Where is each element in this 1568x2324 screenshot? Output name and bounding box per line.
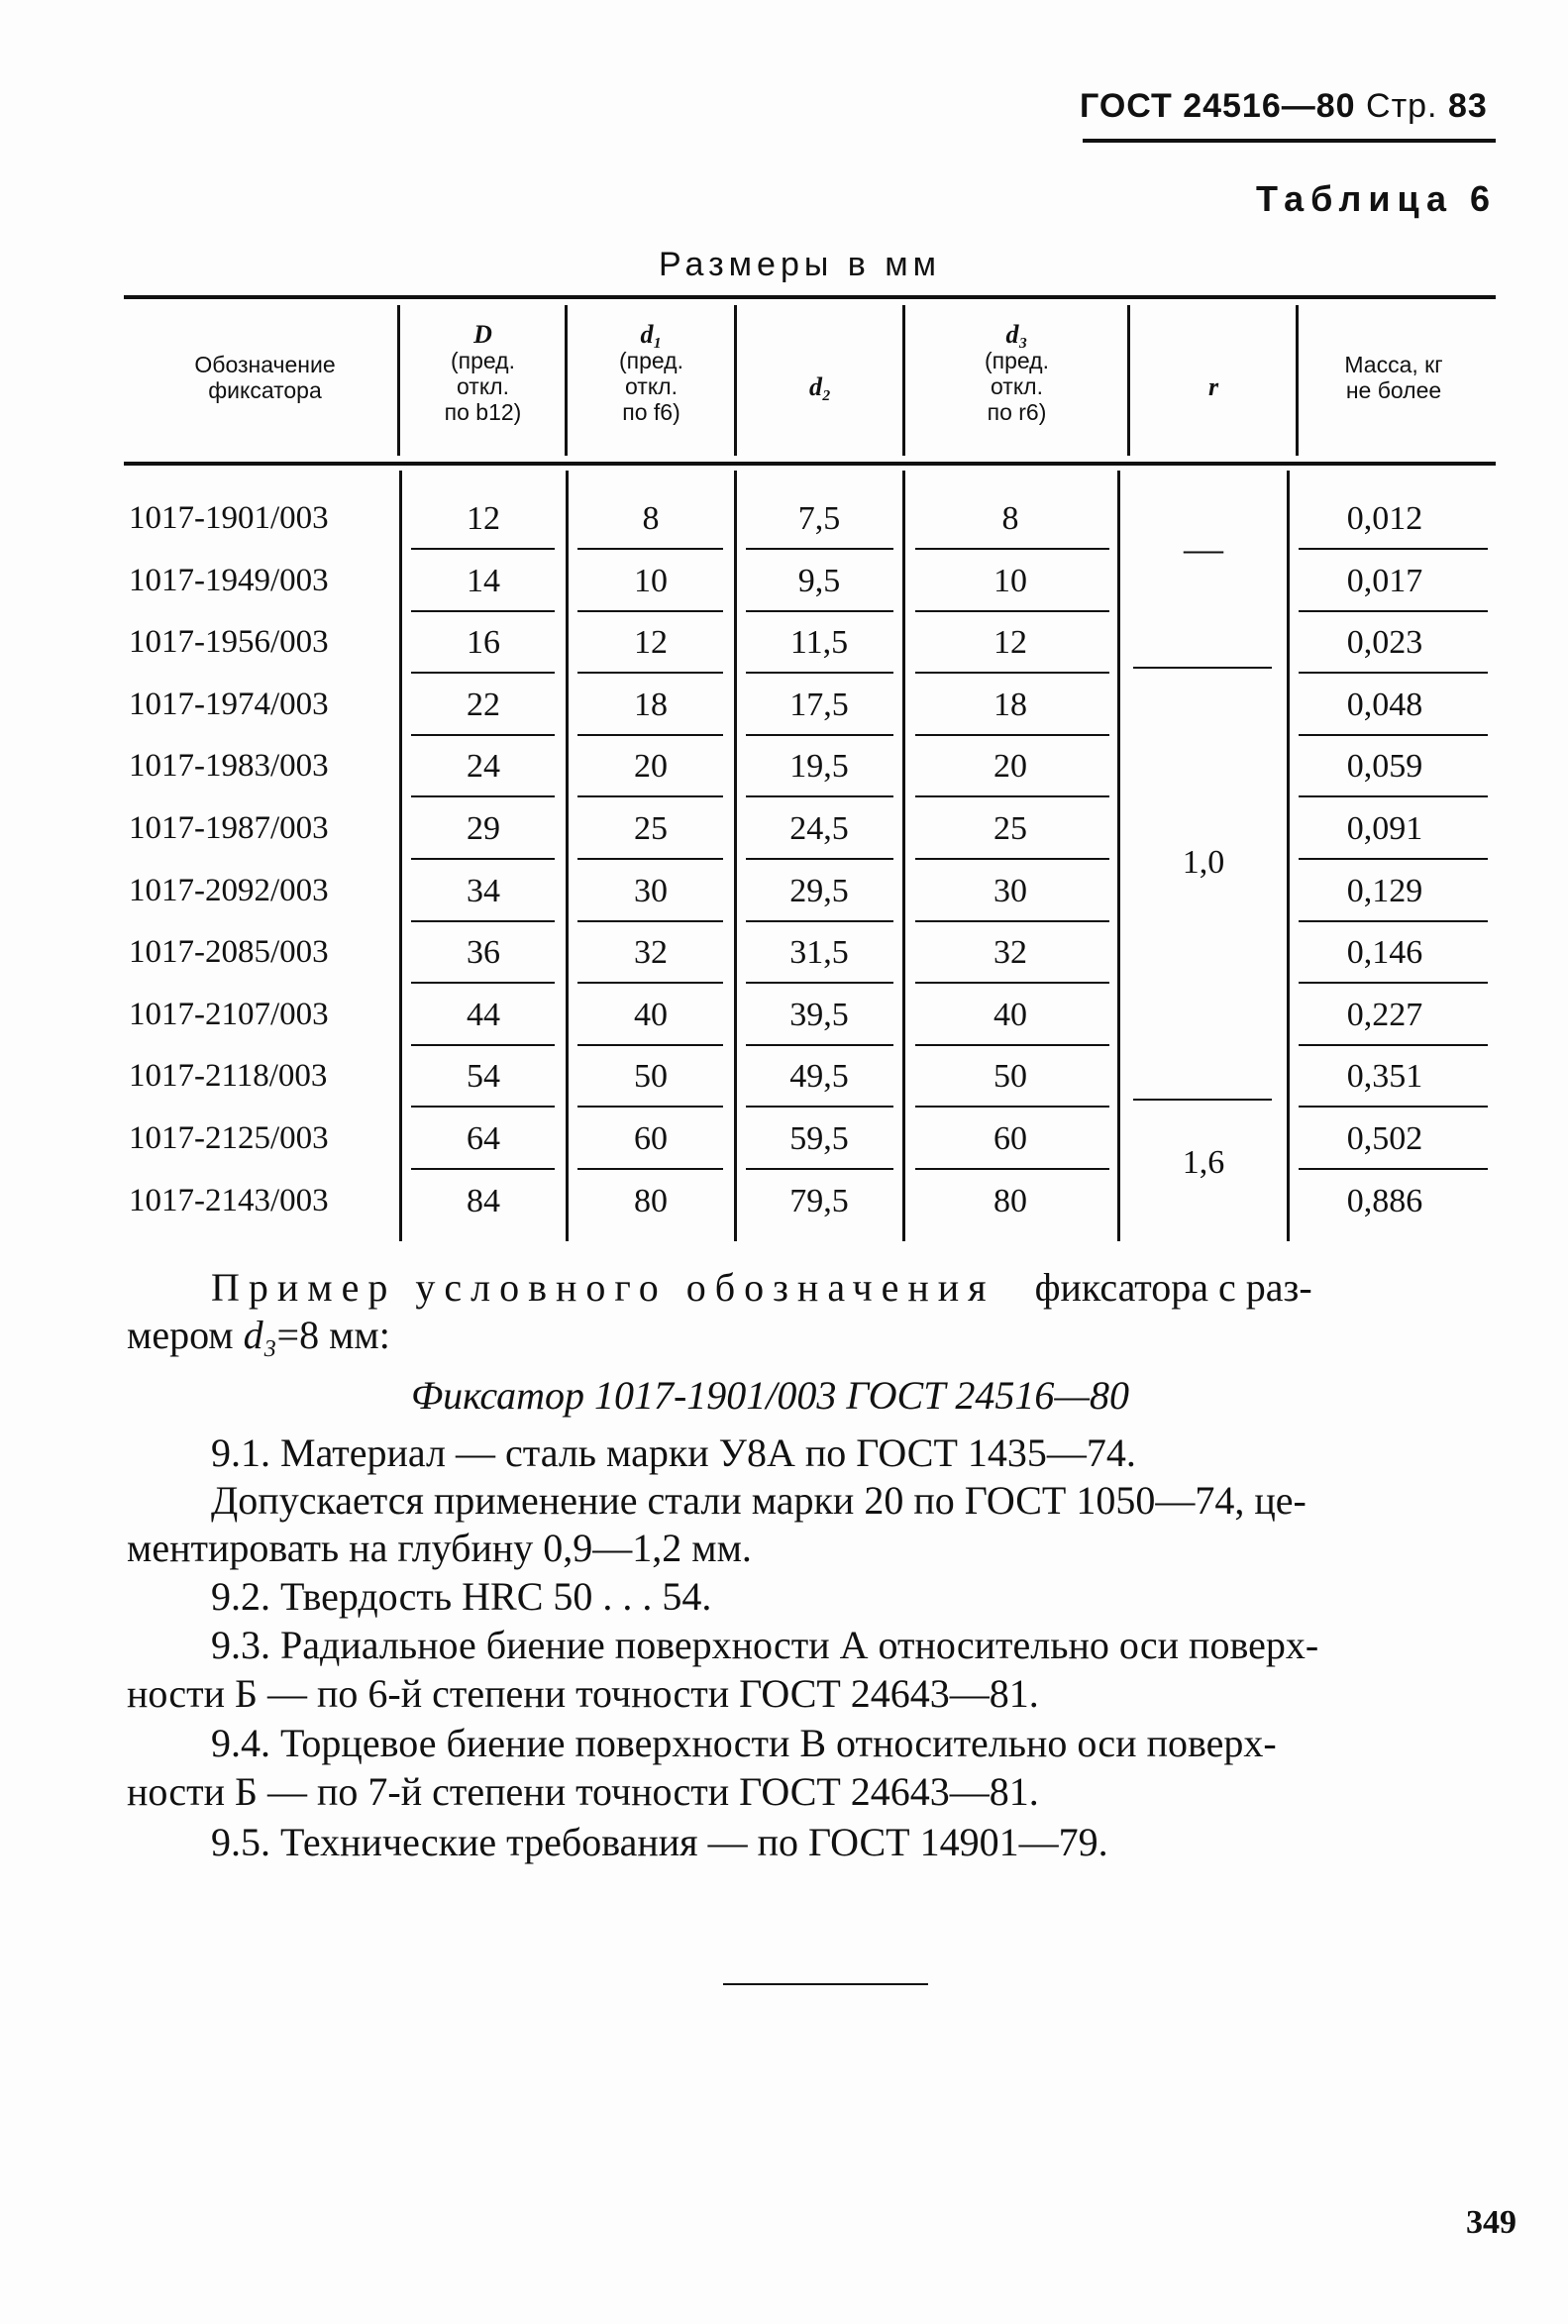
table-cell-designation: 1017-2092/003 bbox=[129, 873, 329, 908]
table-cell-d3: 12 bbox=[993, 624, 1027, 661]
table-cell-mass: 0,129 bbox=[1346, 873, 1423, 909]
table-cell-d3: 40 bbox=[993, 997, 1027, 1033]
page-number: 349 bbox=[1466, 2204, 1516, 2241]
clause-9-4-line-2: ности Б — по 7-й степени точности ГОСТ 24643—81. bbox=[127, 1769, 1039, 1814]
table-cell-d1: 12 bbox=[634, 624, 668, 661]
row-rule bbox=[411, 795, 555, 797]
row-rule bbox=[746, 795, 893, 797]
r-group-dash: — bbox=[1184, 526, 1223, 571]
table-cell-d3: 80 bbox=[993, 1183, 1027, 1219]
row-rule bbox=[746, 858, 893, 860]
table-cell-d1: 18 bbox=[634, 687, 668, 723]
row-rule bbox=[746, 1106, 893, 1108]
row-rule bbox=[577, 548, 723, 550]
row-rule bbox=[411, 858, 555, 860]
row-rule bbox=[915, 548, 1109, 550]
row-rule bbox=[746, 920, 893, 922]
table-cell-D: 44 bbox=[467, 997, 500, 1033]
header-divider bbox=[902, 305, 905, 456]
col-header-designation: Обозначение фиксатора bbox=[194, 352, 336, 403]
table-cell-d1: 50 bbox=[634, 1058, 668, 1095]
table-cell-d3: 32 bbox=[993, 934, 1027, 971]
table-cell-d1: 20 bbox=[634, 748, 668, 785]
row-rule bbox=[577, 672, 723, 674]
r-group-1-0: 1,0 bbox=[1182, 844, 1225, 881]
row-rule bbox=[411, 982, 555, 984]
page-label: Стр. bbox=[1366, 87, 1438, 125]
table-cell-d2: 24,5 bbox=[789, 810, 849, 847]
row-rule bbox=[577, 734, 723, 736]
row-rule bbox=[746, 982, 893, 984]
r-group-1-6: 1,6 bbox=[1182, 1144, 1225, 1181]
clause-9-5: 9.5. Технические требования — по ГОСТ 14901—79. bbox=[211, 1820, 1108, 1864]
row-rule bbox=[915, 1044, 1109, 1046]
clause-9-1-note-2: ментировать на глубину 0,9—1,2 мм. bbox=[127, 1526, 752, 1570]
table-cell-D: 34 bbox=[467, 873, 500, 909]
table-cell-d3: 50 bbox=[993, 1058, 1027, 1095]
table-cell-D: 64 bbox=[467, 1120, 500, 1157]
table-cell-d1: 32 bbox=[634, 934, 668, 971]
example-line: Пример условного обозначения фиксатора с раз- bbox=[211, 1265, 1312, 1310]
row-rule bbox=[411, 1044, 555, 1046]
table-cell-d2: 31,5 bbox=[789, 934, 849, 971]
clause-9-1-note-1: Допускается применение стали марки 20 по ГОСТ 1050—74, це- bbox=[211, 1478, 1307, 1523]
table-cell-mass: 0,048 bbox=[1346, 687, 1423, 723]
table-cell-d3: 30 bbox=[993, 873, 1027, 909]
row-rule bbox=[746, 548, 893, 550]
row-rule bbox=[577, 1044, 723, 1046]
row-rule bbox=[746, 1044, 893, 1046]
row-rule bbox=[577, 1106, 723, 1108]
table-cell-designation: 1017-1956/003 bbox=[129, 624, 329, 660]
clause-9-3-line-2: ности Б — по 6-й степени точности ГОСТ 24643—81. bbox=[127, 1671, 1039, 1716]
body-divider bbox=[1287, 471, 1290, 1241]
table-cell-designation: 1017-1949/003 bbox=[129, 563, 329, 598]
row-rule bbox=[915, 858, 1109, 860]
table-title: Таблица 6 bbox=[1256, 178, 1498, 219]
table-cell-designation: 1017-1974/003 bbox=[129, 687, 329, 722]
col-header-d1: d₁ (пред. откл. по f6) bbox=[618, 320, 683, 425]
table-cell-d1: 10 bbox=[634, 563, 668, 599]
body-divider bbox=[734, 471, 737, 1241]
col-header-d3: d₃ (пред. откл. по r6) bbox=[984, 320, 1049, 425]
designation-example: Фиксатор 1017-1901/003 ГОСТ 24516—80 bbox=[411, 1373, 1129, 1418]
row-rule bbox=[915, 610, 1109, 612]
row-rule bbox=[1299, 920, 1488, 922]
clause-9-2: 9.2. Твердость HRC 50 . . . 54. bbox=[211, 1574, 712, 1619]
row-rule bbox=[1299, 1168, 1488, 1170]
row-rule bbox=[915, 982, 1109, 984]
table-cell-designation: 1017-2118/003 bbox=[129, 1058, 328, 1094]
header-divider bbox=[734, 305, 737, 456]
body-divider bbox=[902, 471, 905, 1241]
table-cell-d2: 11,5 bbox=[789, 624, 849, 661]
table-cell-designation: 1017-1901/003 bbox=[129, 500, 329, 536]
table-cell-d2: 19,5 bbox=[789, 748, 849, 785]
table-cell-d1: 25 bbox=[634, 810, 668, 847]
row-rule bbox=[915, 1106, 1109, 1108]
table-cell-d3: 60 bbox=[993, 1120, 1027, 1157]
table-cell-mass: 0,012 bbox=[1346, 500, 1423, 537]
table-cell-mass: 0,351 bbox=[1346, 1058, 1423, 1095]
running-header bbox=[1080, 87, 1488, 126]
col-header-r: r bbox=[1207, 372, 1219, 401]
row-rule bbox=[577, 1168, 723, 1170]
table-cell-designation: 1017-1983/003 bbox=[129, 748, 329, 784]
table-cell-mass: 0,146 bbox=[1346, 934, 1423, 971]
header-page-number: 83 bbox=[1447, 87, 1488, 125]
table-cell-d2: 9,5 bbox=[797, 563, 841, 599]
row-rule bbox=[411, 920, 555, 922]
row-rule bbox=[1299, 548, 1488, 550]
table-cell-designation: 1017-2125/003 bbox=[129, 1120, 329, 1156]
row-rule bbox=[915, 672, 1109, 674]
table-cell-designation: 1017-2085/003 bbox=[129, 934, 329, 970]
col-header-D: D (пред. откл. по b12) bbox=[444, 320, 522, 425]
row-rule bbox=[915, 920, 1109, 922]
table-cell-d1: 30 bbox=[634, 873, 668, 909]
table-cell-d3: 10 bbox=[993, 563, 1027, 599]
table-cell-D: 54 bbox=[467, 1058, 500, 1095]
table-cell-D: 29 bbox=[467, 810, 500, 847]
header-bottom-rule bbox=[124, 462, 1496, 466]
col-header-d2: d₂ bbox=[808, 372, 832, 401]
table-cell-d1: 60 bbox=[634, 1120, 668, 1157]
example-line-2: мером d₃=8 мм: bbox=[127, 1313, 390, 1357]
table-cell-designation: 1017-2143/003 bbox=[129, 1183, 329, 1218]
row-rule bbox=[746, 1168, 893, 1170]
table-cell-D: 24 bbox=[467, 748, 500, 785]
row-rule bbox=[411, 1168, 555, 1170]
table-cell-designation: 1017-1987/003 bbox=[129, 810, 329, 846]
header-divider bbox=[1296, 305, 1299, 456]
clause-9-4-line-1: 9.4. Торцевое биение поверхности В относительно оси поверх- bbox=[211, 1721, 1277, 1765]
row-rule bbox=[411, 610, 555, 612]
clause-9-1: 9.1. Материал — сталь марки У8А по ГОСТ 1435—74. bbox=[211, 1430, 1136, 1475]
table-cell-d1: 40 bbox=[634, 997, 668, 1033]
table-cell-d2: 59,5 bbox=[789, 1120, 849, 1157]
table-cell-d2: 39,5 bbox=[789, 997, 849, 1033]
table-cell-d3: 8 bbox=[1001, 500, 1019, 537]
table-cell-d2: 17,5 bbox=[789, 687, 849, 723]
table-cell-d3: 18 bbox=[993, 687, 1027, 723]
header-divider bbox=[565, 305, 568, 456]
row-rule bbox=[577, 610, 723, 612]
col-header-mass: Масса, кг не более bbox=[1344, 352, 1443, 403]
row-rule bbox=[577, 795, 723, 797]
table-cell-d3: 25 bbox=[993, 810, 1027, 847]
table-cell-D: 22 bbox=[467, 687, 500, 723]
row-rule bbox=[411, 1106, 555, 1108]
row-rule bbox=[1299, 858, 1488, 860]
table-cell-d1: 8 bbox=[642, 500, 660, 537]
table-cell-d2: 49,5 bbox=[789, 1058, 849, 1095]
clause-9-3-line-1: 9.3. Радиальное биение поверхности А относительно оси поверх- bbox=[211, 1623, 1319, 1667]
row-rule bbox=[1299, 1106, 1488, 1108]
row-rule bbox=[577, 858, 723, 860]
row-rule bbox=[1299, 982, 1488, 984]
end-rule bbox=[723, 1983, 928, 1985]
table-cell-d2: 79,5 bbox=[789, 1183, 849, 1219]
table-cell-mass: 0,886 bbox=[1346, 1183, 1423, 1219]
table-cell-D: 16 bbox=[467, 624, 500, 661]
table-cell-mass: 0,227 bbox=[1346, 997, 1423, 1033]
header-divider bbox=[1127, 305, 1130, 456]
table-cell-mass: 0,023 bbox=[1346, 624, 1423, 661]
row-rule bbox=[1299, 1044, 1488, 1046]
row-rule bbox=[577, 920, 723, 922]
row-rule bbox=[577, 982, 723, 984]
table-cell-mass: 0,017 bbox=[1346, 563, 1423, 599]
r-group-rule bbox=[1133, 667, 1272, 669]
row-rule bbox=[411, 548, 555, 550]
table-cell-mass: 0,059 bbox=[1346, 748, 1423, 785]
row-rule bbox=[1299, 672, 1488, 674]
table-cell-d2: 29,5 bbox=[789, 873, 849, 909]
row-rule bbox=[1299, 734, 1488, 736]
table-cell-designation: 1017-2107/003 bbox=[129, 997, 329, 1032]
body-divider bbox=[399, 471, 402, 1241]
table-cell-mass: 0,502 bbox=[1346, 1120, 1423, 1157]
header-divider bbox=[397, 305, 400, 456]
row-rule bbox=[915, 1168, 1109, 1170]
row-rule bbox=[915, 734, 1109, 736]
table-cell-d3: 20 bbox=[993, 748, 1027, 785]
row-rule bbox=[746, 610, 893, 612]
body-divider bbox=[566, 471, 569, 1241]
r-group-rule bbox=[1133, 1099, 1272, 1101]
header-rule bbox=[1083, 139, 1496, 143]
row-rule bbox=[411, 672, 555, 674]
row-rule bbox=[746, 734, 893, 736]
row-rule bbox=[746, 672, 893, 674]
row-rule bbox=[1299, 610, 1488, 612]
body-divider bbox=[1117, 471, 1120, 1241]
table-top-rule bbox=[124, 295, 1496, 299]
table-cell-d1: 80 bbox=[634, 1183, 668, 1219]
units-caption: Размеры в мм bbox=[659, 246, 942, 283]
table-cell-D: 14 bbox=[467, 563, 500, 599]
table-cell-D: 12 bbox=[467, 500, 500, 537]
row-rule bbox=[915, 795, 1109, 797]
table-cell-mass: 0,091 bbox=[1346, 810, 1423, 847]
row-rule bbox=[1299, 795, 1488, 797]
standard-number: ГОСТ 24516—80 bbox=[1080, 87, 1356, 125]
row-rule bbox=[411, 734, 555, 736]
table-cell-D: 84 bbox=[467, 1183, 500, 1219]
table-cell-d2: 7,5 bbox=[797, 500, 841, 537]
table-cell-D: 36 bbox=[467, 934, 500, 971]
